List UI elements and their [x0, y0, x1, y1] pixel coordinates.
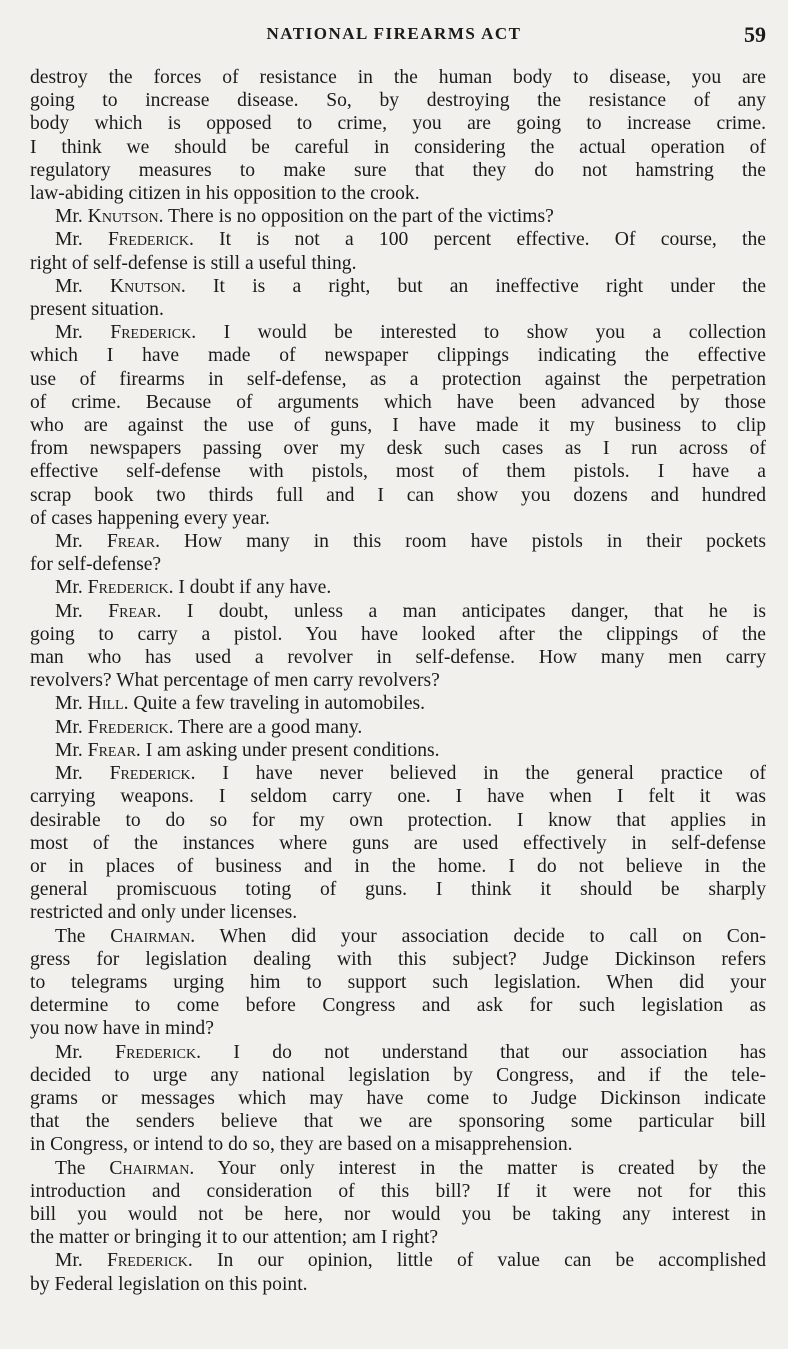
text-line	[30, 553, 766, 576]
text-line	[30, 878, 766, 901]
text-line	[30, 1249, 766, 1272]
text-line	[30, 948, 766, 971]
text-line	[30, 1157, 766, 1180]
text-segment: Mr.	[55, 206, 88, 228]
speaker-name: Frederick	[109, 763, 191, 785]
text-segment: carrying weapons. I seldom carry one. I have when I felt it was	[30, 786, 766, 808]
text-line	[30, 1064, 766, 1087]
text-line	[30, 136, 766, 159]
text-segment: you now have in mind?	[30, 1018, 214, 1040]
text-line	[30, 1041, 766, 1064]
text-segment: grams or messages which may have come to Judge Dickinson indicate	[30, 1087, 766, 1109]
text-line	[30, 414, 766, 437]
text-line	[30, 460, 766, 483]
text-line	[30, 971, 766, 994]
speaker-name: Frederick	[87, 577, 169, 599]
text-segment: effective self-defense with pistols, most of them pistols. I have a	[30, 461, 766, 483]
text-segment: Mr.	[55, 600, 109, 622]
text-segment: . It is not a 100 percent effective. Of course, the	[188, 229, 766, 251]
text-segment: Mr.	[55, 275, 110, 297]
speaker-name: Frear	[87, 739, 136, 761]
text-line	[30, 182, 766, 205]
text-segment: gress for legislation dealing with this subject? Judge Dickinson refers	[30, 948, 766, 970]
text-segment: . I doubt if any have.	[168, 577, 332, 599]
text-line	[30, 530, 766, 553]
text-line	[30, 344, 766, 367]
speaker-name: Knutson	[109, 275, 181, 297]
text-line	[30, 785, 766, 808]
text-segment: general promiscuous toting of guns. I think it should be sharply	[30, 879, 766, 901]
text-line	[30, 1273, 766, 1296]
text-segment: . Quite a few traveling in automobiles.	[123, 693, 426, 715]
text-segment: Mr.	[55, 763, 110, 785]
speaker-name: Frederick	[106, 1250, 188, 1272]
text-line	[30, 89, 766, 112]
text-line	[30, 576, 766, 599]
text-line	[30, 1180, 766, 1203]
text-segment: right of self-defense is still a useful thing.	[30, 252, 357, 274]
text-segment: bill you would not be here, nor would you be taking any interest in	[30, 1203, 766, 1225]
text-line	[30, 925, 766, 948]
text-segment: . There are a good many.	[168, 716, 363, 738]
text-segment: body which is opposed to crime, you are going to increase crime.	[30, 113, 766, 135]
text-segment: Mr.	[55, 531, 107, 553]
text-line	[30, 484, 766, 507]
text-line	[30, 228, 766, 251]
text-segment: . There is no opposition on the part of the victims?	[158, 206, 554, 228]
text-line	[30, 809, 766, 832]
text-line	[30, 716, 766, 739]
text-segment: present situation.	[30, 299, 164, 321]
page-number: 59	[744, 22, 766, 47]
text-line	[30, 855, 766, 878]
text-segment: Mr.	[55, 229, 109, 251]
text-segment: use of firearms in self-defense, as a protection against the perpetration	[30, 368, 766, 390]
text-segment: . I do not understand that our association has	[196, 1041, 766, 1063]
speaker-name: Chairman	[109, 1157, 190, 1179]
speaker-name: Hill	[87, 693, 124, 715]
text-line	[30, 437, 766, 460]
text-line	[30, 298, 766, 321]
text-line	[30, 832, 766, 855]
text-segment: decided to urge any national legislation by Congress, and if the tele-	[30, 1064, 766, 1086]
text-line	[30, 692, 766, 715]
text-line	[30, 507, 766, 530]
text-segment: revolvers? What percentage of men carry revolvers?	[30, 670, 440, 692]
text-segment: which I have made of newspaper clippings indicating the effective	[30, 345, 766, 367]
speaker-name: Frederick	[115, 1041, 197, 1063]
text-line	[30, 1017, 766, 1040]
text-line	[30, 159, 766, 182]
text-line	[30, 600, 766, 623]
transcript-body	[30, 66, 766, 1296]
text-line	[30, 1110, 766, 1133]
text-segment: . I have never believed in the general practice of	[190, 763, 766, 785]
speaker-name: Frederick	[87, 716, 169, 738]
text-segment: by Federal legislation on this point.	[30, 1273, 308, 1295]
text-segment: determine to come before Congress and ask for such legislation as	[30, 995, 766, 1017]
text-segment: The	[55, 925, 111, 947]
text-segment: . It is a right, but an ineffective right under the	[180, 275, 766, 297]
text-line	[30, 646, 766, 669]
text-line	[30, 762, 766, 785]
running-title: NATIONAL FIREARMS ACT	[266, 24, 522, 43]
text-segment: The	[55, 1157, 110, 1179]
text-line	[30, 669, 766, 692]
text-segment: Mr.	[55, 739, 88, 761]
speaker-name: Frederick	[110, 322, 192, 344]
text-segment: that the senders believe that we are sponsoring some particular bill	[30, 1111, 766, 1133]
text-line	[30, 623, 766, 646]
text-line	[30, 1203, 766, 1226]
text-line	[30, 66, 766, 89]
text-segment: I think we should be careful in considering the actual operation of	[30, 136, 766, 158]
text-segment: . How many in this room have pistols in their pockets	[155, 531, 766, 553]
text-line	[30, 391, 766, 414]
text-segment: the matter or bringing it to our attention; am I right?	[30, 1227, 439, 1249]
text-segment: of cases happening every year.	[30, 507, 270, 529]
speaker-name: Frear	[106, 531, 156, 553]
text-line	[30, 739, 766, 762]
text-segment: . I doubt, unless a man anticipates danger, that he is	[156, 600, 766, 622]
text-segment: for self-defense?	[30, 554, 162, 576]
text-segment: restricted and only under licenses.	[30, 902, 298, 924]
text-segment: going to increase disease. So, by destroying the resistance of any	[30, 90, 766, 112]
text-line	[30, 368, 766, 391]
text-segment: of crime. Because of arguments which have been advanced by those	[30, 391, 766, 413]
text-segment: . I would be interested to show you a collection	[191, 322, 766, 344]
text-line	[30, 112, 766, 135]
text-segment: law-abiding citizen in his opposition to the crook.	[30, 183, 420, 205]
text-segment: going to carry a pistol. You have looked after the clippings of the	[30, 623, 766, 645]
running-head	[0, 22, 788, 52]
text-line	[30, 252, 766, 275]
text-segment: . I am asking under present conditions.	[135, 739, 440, 761]
text-line	[30, 275, 766, 298]
text-segment: desirable to do so for my own protection. I know that applies in	[30, 809, 766, 831]
text-line	[30, 994, 766, 1017]
text-segment: Mr.	[55, 1041, 116, 1063]
text-segment: most of the instances where guns are used effectively in self-defense	[30, 832, 766, 854]
text-line	[30, 1226, 766, 1249]
text-segment: Mr.	[55, 693, 88, 715]
text-segment: . Your only interest in the matter is created by the	[189, 1157, 766, 1179]
text-segment: Mr.	[55, 577, 88, 599]
text-segment: in Congress, or intend to do so, they are based on a misapprehension.	[30, 1134, 573, 1156]
text-segment: from newspapers passing over my desk such cases as I run across of	[30, 438, 766, 460]
speaker-name: Knutson	[87, 206, 159, 228]
text-segment: to telegrams urging him to support such legislation. When did your	[30, 971, 766, 993]
text-segment: Mr.	[55, 1250, 107, 1272]
text-segment: man who has used a revolver in self-defense. How many men carry	[30, 647, 766, 669]
text-line	[30, 321, 766, 344]
text-segment: introduction and consideration of this bill? If it were not for this	[30, 1180, 766, 1202]
text-segment: Mr.	[55, 716, 88, 738]
speaker-name: Chairman	[110, 925, 191, 947]
text-segment: regulatory measures to make sure that they do not hamstring the	[30, 159, 766, 181]
text-line	[30, 1133, 766, 1156]
text-segment: who are against the use of guns, I have made it my business to clip	[30, 415, 766, 437]
text-segment: Mr.	[55, 322, 111, 344]
speaker-name: Frear	[108, 600, 157, 622]
text-segment: . When did your association decide to call on Con-	[190, 925, 766, 947]
text-line	[30, 1087, 766, 1110]
text-segment: . In our opinion, little of value can be accomplished	[187, 1250, 766, 1272]
text-segment: scrap book two thirds full and I can show you dozens and hundred	[30, 484, 766, 506]
speaker-name: Frederick	[108, 229, 189, 251]
text-line	[30, 205, 766, 228]
text-segment: destroy the forces of resistance in the human body to disease, you are	[30, 67, 766, 88]
text-segment: or in places of business and in the home. I do not believe in the	[30, 855, 766, 877]
text-line	[30, 901, 766, 924]
